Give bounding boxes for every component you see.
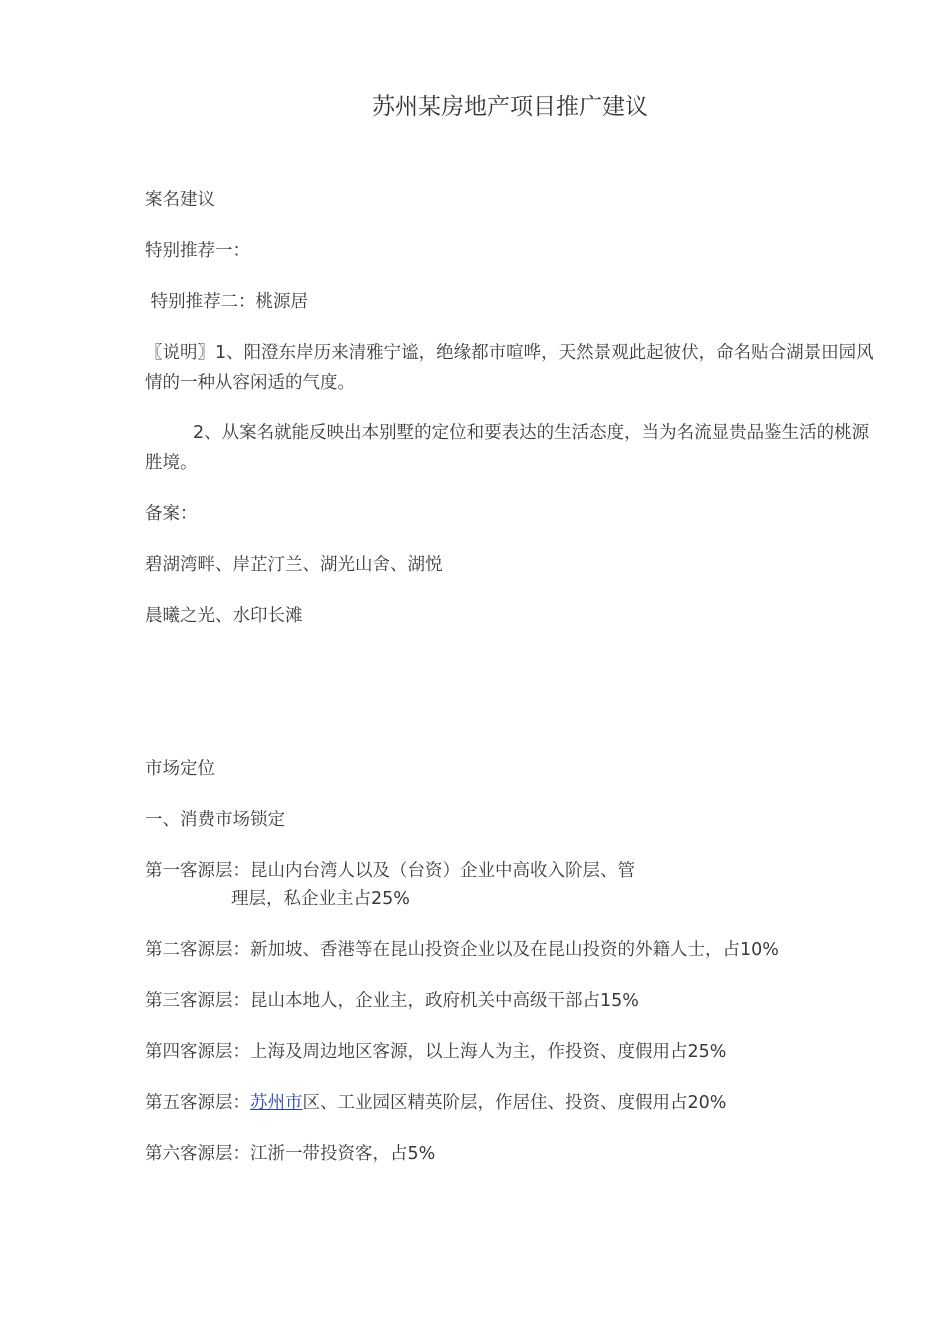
tier-six-text: 第六客源层：江浙一带投资客，占: [145, 1144, 408, 1164]
consumer-market-subheading: 一、消费市场锁定: [145, 810, 285, 830]
tier-two-text: 第二客源层：新加坡、香港等在昆山投资企业以及在昆山投资的外籍人士，占: [145, 940, 740, 960]
note-one-text: 、阳澄东岸历来清雅宁谧，绝缘都市喧哗，天然景观此起彼伏，命名贴合湖景田园风情的一种从容闲适的气度。: [145, 343, 874, 393]
note-two-text: 、从案名就能反映出本别墅的定位和要表达的生活态度，当为名流显贵品鉴生活的桃源胜境。: [145, 423, 870, 473]
note-one-number: 1: [215, 343, 227, 363]
tier-four: [145, 1037, 880, 1067]
tier-two-percent: 10%: [740, 940, 779, 960]
tier-four-percent: 25%: [687, 1042, 727, 1062]
tier-five-text: 区、工业园区精英阶层，作居住、投资、度假用占: [302, 1093, 688, 1113]
tier-one-text: 理层，私企业主占: [231, 889, 371, 909]
note-two: [145, 418, 880, 478]
backup-names-line2: 晨曦之光、水印长滩: [145, 606, 303, 626]
market-heading: 市场定位: [145, 759, 215, 779]
note-one-prefix: 〖说明〗: [145, 343, 215, 363]
backup-names-line1: 碧湖湾畔、岸芷汀兰、湖光山舍、湖悦: [145, 555, 443, 575]
tier-five: [145, 1088, 880, 1118]
tier-three-text: 第三客源层：昆山本地人，企业主，政府机关中高级干部占: [145, 991, 600, 1011]
recommendation-one: 特别推荐一：: [145, 241, 250, 261]
naming-heading: 案名建议: [145, 190, 215, 210]
note-one: [145, 338, 880, 398]
tier-one-line1: 第一客源层：昆山内台湾人以及（台资）企业中高收入阶层、管: [145, 861, 635, 881]
tier-four-text: 第四客源层：上海及周边地区客源，以上海人为主，作投资、度假用占: [145, 1042, 688, 1062]
note-two-number: 2: [193, 423, 205, 443]
tier-three: [145, 986, 880, 1016]
suzhou-link[interactable]: 苏州市: [250, 1093, 303, 1113]
document-title: 苏州某房地产项目推广建议: [372, 94, 648, 120]
recommendation-two: 特别推荐二：桃源居: [145, 292, 309, 312]
tier-five-prefix: 第五客源层：: [145, 1093, 250, 1113]
tier-five-percent: 20%: [687, 1093, 727, 1113]
tier-six-percent: 5%: [407, 1144, 436, 1164]
tier-three-percent: 15%: [600, 991, 639, 1011]
tier-one-percent: 25%: [371, 889, 410, 909]
tier-six: [145, 1139, 880, 1169]
tier-two: [145, 935, 880, 965]
tier-one-line2: [145, 884, 950, 914]
backup-label: 备案：: [145, 504, 198, 524]
